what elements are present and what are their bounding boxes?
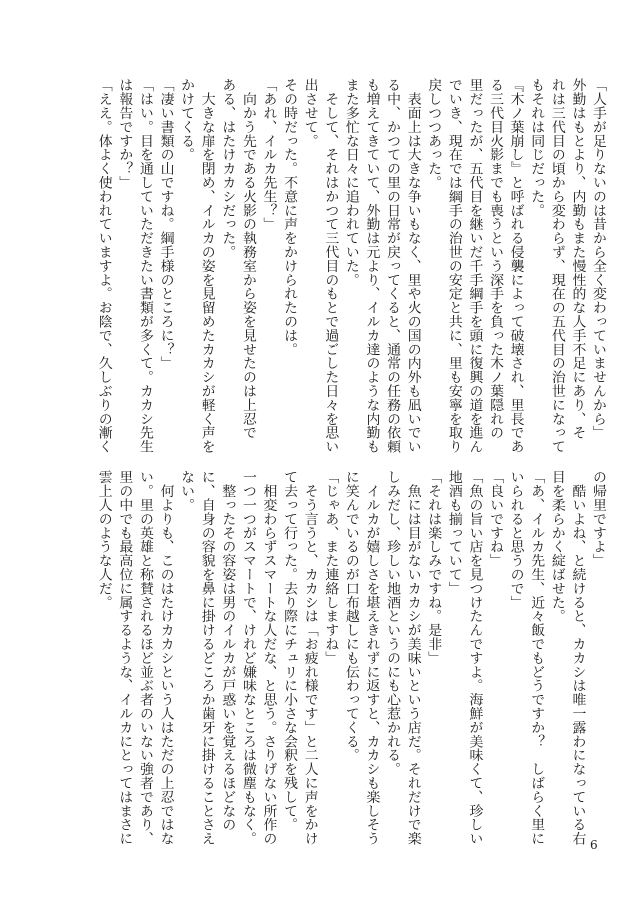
page-number: 6 (590, 838, 598, 852)
upper-text-column: 「人手が足りないのは昔から全く変わっていませんから」 外勤はもとより、内勤もまた慢性的な人手不足にあり、そ れは三代目の頃から変わらず、現在の五代目の治世になって もそれは同じだった。 『木ノ葉崩し』と呼ばれる侵襲によって破壊され、里長であ る三代目火影までも喪うという深手を負った木ノ葉隠れの 里だったが、五代目を継いだ千手綱手を頭に復興の道を進ん でいき、現在では綱手の治世の安定と共に、里も安寧を取り 戻しつつあった。 表面上は大きな争いもなく、里や火の国の内外も凪いでい る中、かつての里の日常が戻ってくると、通常の任務の依頼 も増えてきていて、外勤は元より、イルカ達のような内勤も また多忙な日々に追われていた。 そして、それはかつて三代目のもとで過ごした日々を思い 出させて。 その時だった。不意に声をかけられたのは。 「あれ、イルカ先生？」 向かう先である火影の執務室から姿を見せたのは上忍で ある、はたけカカシだった。 大きな扉を閉め、イルカの姿を見留めたカカシが軽く声を かけてくる。 「凄い書類の山ですね。綱手様のところに？」 「はい。目を通していただきたい書類が多くて。カカシ先生 は報告ですか？」 「ええ。体よく使われていますよ。お陰で、久しぶりの漸く (95, 78, 606, 454)
lower-text-column: の帰里ですよ」 酷いよね、と続けると、カカシは唯一露わになっている右 目を柔らかく綻ばせた。 「あ、イルカ先生、近々飯でもどうですか？ しばらく里に いられると思うので」 「良いですね」 「魚の旨い店を見つけたんですよ。海鮮が美味くて、珍しい 地酒も揃っていて」 「それは楽しみですね。是非」 魚には目がないカカシが美味いという店だ。それだけで楽 しみだし、珍しい地酒というのにも心惹かれる。 イルカが嬉しさを堪えきれずに返すと、カカシも楽しそう に笑んでいるのが口布越しにも伝わってくる。 「じゃあ、また連絡しますね」 そう言うと、カカシは「お疲れ様です」と二人に声をかけ て去って行った。去り際にチュリに小さな会釈を残して。 相変わらずスマートな人だな、と思う。さりげない所作の 一つ一つがスマートで、けれど嫌味なところは微塵もなく。 整ったその容姿は男のイルカが戸惑いを覚えるほどなの に、自身の容貌を鼻に掛けるどころか歯牙に掛けることさえ ない。 何よりも、このはたけカカシという人はただの上忍ではな い。里の英雄と称賛されるほど並ぶ者のいない強者であり、 里の中でも最高位に属するような、イルカにとってはまさに 雲上人のような人だ。 (95, 470, 606, 846)
